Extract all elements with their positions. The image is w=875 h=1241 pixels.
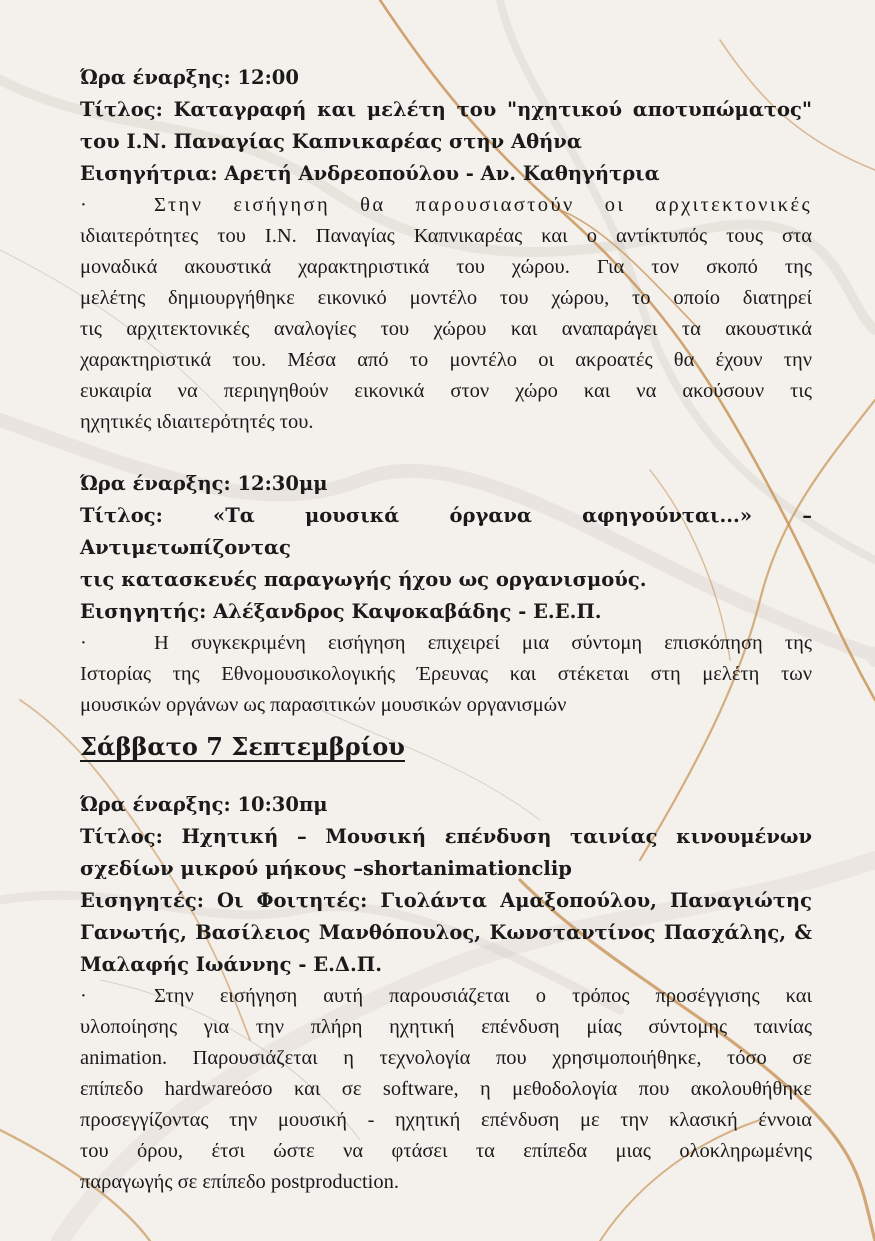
bullet-dot: · (80, 194, 87, 216)
abstract-line: Ιστορίας της Εθνομουσικολογικής Έρευνας και στέκεται στη μελέτη των (80, 663, 812, 685)
session-speaker: Μαλαφής Ιωάννης - Ε.Δ.Π. (80, 953, 383, 976)
session-title-line: Τίτλος: «Τα μουσικά όργανα αφηγούνται...» – Αντιμετωπίζοντας (80, 504, 812, 559)
session-title-line: σχεδίων μικρού μήκους –shortanimationclip (80, 857, 572, 880)
day-heading: Σάββατο 7 Σεπτεμβρίου (80, 732, 405, 761)
session-3 (80, 789, 812, 1198)
bullet-dot: · (80, 632, 87, 654)
abstract-line: Η συγκεκριμένη εισήγηση επιχειρεί μια σύντομη επισκόπηση της (154, 632, 812, 654)
abstract-line: animation. Παρουσιάζεται η τεχνολογία που χρησιμοποιήθηκε, τόσο σε (80, 1047, 812, 1069)
abstract-line: μουσικών οργάνων ως παρασιτικών μουσικών οργανισμών (80, 694, 567, 716)
session-time: Ώρα έναρξης: 10:30πμ (80, 793, 328, 816)
session-title-line: Τίτλος: Καταγραφή και μελέτη του "ηχητικού αποτυπώματος" (80, 98, 812, 121)
session-title-line: τις κατασκευές παραγωγής ήχου ως οργανισμούς. (80, 568, 647, 591)
session-time: Ώρα έναρξης: 12:30μμ (80, 472, 328, 495)
abstract-line: του όρου, έτσι ώστε να φτάσει τα επίπεδα μιας ολοκληρωμένης (80, 1140, 812, 1162)
session-abstract (80, 628, 812, 721)
abstract-line: επίπεδο hardwareόσο και σε software, η μεθοδολογία που ακολουθήθηκε (80, 1078, 812, 1100)
abstract-line: χαρακτηριστικά του. Μέσα από το μοντέλο οι ακροατές θα έχουν την (80, 349, 812, 371)
session-1 (80, 62, 812, 438)
session-speaker: Γανωτής, Βασίλειος Μανθόπουλος, Κωνσταντίνος Πασχάλης, & (80, 921, 812, 944)
abstract-line: Στην εισήγηση θα παρουσιαστούν οι αρχιτεκτονικές (154, 194, 812, 216)
session-title-line: Τίτλος: Ηχητική – Μουσική επένδυση ταινίας κινουμένων (80, 825, 812, 848)
session-speaker: Εισηγητής: Αλέξανδρος Καψοκαβάδης - Ε.Ε.Π. (80, 600, 602, 623)
session-speaker: Εισηγητές: Οι Φοιτητές: Γιολάντα Αμαξοπούλου, Παναγιώτης (80, 889, 812, 912)
abstract-line: Στην εισήγηση αυτή παρουσιάζεται ο τρόπος προσέγγισης και (154, 985, 812, 1007)
session-abstract (80, 190, 812, 438)
session-speaker: Εισηγήτρια: Αρετή Ανδρεοπούλου - Αν. Καθηγήτρια (80, 162, 660, 185)
abstract-line: προσεγγίζοντας την μουσική - ηχητική επένδυση με την κλασική έννοια (80, 1109, 812, 1131)
session-abstract (80, 981, 812, 1198)
abstract-line: υλοποίησης για την πλήρη ηχητική επένδυση μίας σύντομης ταινίας (80, 1016, 812, 1038)
abstract-line: μοναδικά ακουστικά χαρακτηριστικά του χώρου. Για τον σκοπό της (80, 256, 812, 278)
abstract-line: τις αρχιτεκτονικές αναλογίες του χώρου και αναπαράγει τα ακουστικά (80, 318, 812, 340)
abstract-line: ευκαιρία να περιηγηθούν εικονικά στον χώρο και να ακούσουν τις (80, 380, 812, 402)
abstract-line: μελέτης δημιουργήθηκε εικονικό μοντέλο του χώρου, το οποίο διατηρεί (80, 287, 812, 309)
abstract-line: ηχητικές ιδιαιτερότητές του. (80, 411, 314, 433)
session-2 (80, 468, 812, 721)
abstract-line: παραγωγής σε επίπεδο postproduction. (80, 1171, 400, 1193)
bullet-dot: · (80, 985, 87, 1007)
program-content (80, 62, 812, 1198)
abstract-line: ιδιαιτερότητες του Ι.Ν. Παναγίας Καπνικαρέας και ο αντίκτυπός τους στα (80, 225, 812, 247)
session-time: Ώρα έναρξης: 12:00 (80, 66, 299, 89)
session-title-line: του Ι.Ν. Παναγίας Καπνικαρέας στην Αθήνα (80, 130, 582, 153)
